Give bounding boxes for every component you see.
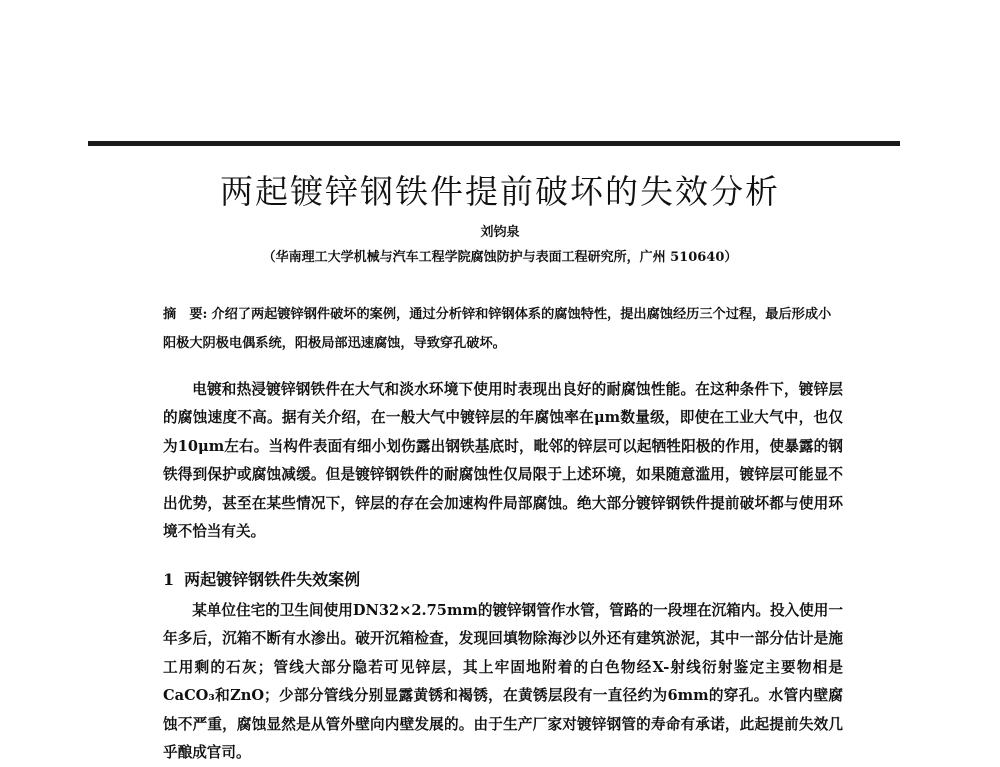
- section-number: 1: [163, 570, 175, 589]
- author-affiliation: （华南理工大学机械与汽车工程学院腐蚀防护与表面工程研究所，广州 510640）: [262, 250, 738, 265]
- section-paragraph: 某单位住宅的卫生间使用DN32×2.75mm的镀锌钢管作水管，管路的一段埋在沉箱内。投入使用一年多后，沉箱不断有水渗出。破开沉箱检查，发现回填物除海沙以外还有建筑淤泥，其中一部分估计是施工用剩的石灰；管线大部分隐若可见锌层，其上牢固地附着的白色物经X-射线衍射鉴定主要物相是CaCO₃和ZnO；少部分管线分别显露黄锈和褐锈，在黄锈层段有一直径约为6mm的穿孔。水管内壁腐蚀不严重，腐蚀显然是从管外壁向内壁发展的。由于生产厂家对镀锌钢管的寿命有承诺，此起提前失效几乎酿成官司。: [163, 602, 843, 762]
- intro-paragraph: 电镀和热浸镀锌钢铁件在大气和淡水环境下使用时表现出良好的耐腐蚀性能。在这种条件下，镀锌层的腐蚀速度不高。据有关介绍，在一般大气中镀锌层的年腐蚀率在μm数量级，即使在工业大气中，也仅为10μm左右。当构件表面有细小划伤露出钢铁基底时，毗邻的锌层可以起牺牲阳极的作用，使暴露的钢铁得到保护或腐蚀减缓。但是镀锌钢铁件的耐腐蚀性仅局限于上述环境，如果随意滥用，镀锌层可能显不出优势，甚至在某些情况下，锌层的存在会加速构件局部腐蚀。绝大部分镀锌钢铁件提前破坏都与使用环境不恰当有关。: [163, 381, 843, 541]
- paper-title: 两起镀锌钢铁件提前破坏的失效分析: [220, 172, 780, 211]
- section-heading: [163, 567, 360, 590]
- abstract-text: 介绍了两起镀锌钢件破坏的案例，通过分析锌和锌钢体系的腐蚀特性，提出腐蚀经历三个过程，最后形成小阳极大阴极电偶系统，阳极局部迅速腐蚀，导致穿孔破坏。: [163, 307, 832, 351]
- abstract: [163, 300, 843, 358]
- header-rule: [88, 141, 900, 146]
- author-name: 刘钧泉: [480, 225, 520, 240]
- abstract-label: 摘 要:: [163, 307, 208, 322]
- section-title: 两起镀锌钢铁件失效案例: [184, 570, 361, 589]
